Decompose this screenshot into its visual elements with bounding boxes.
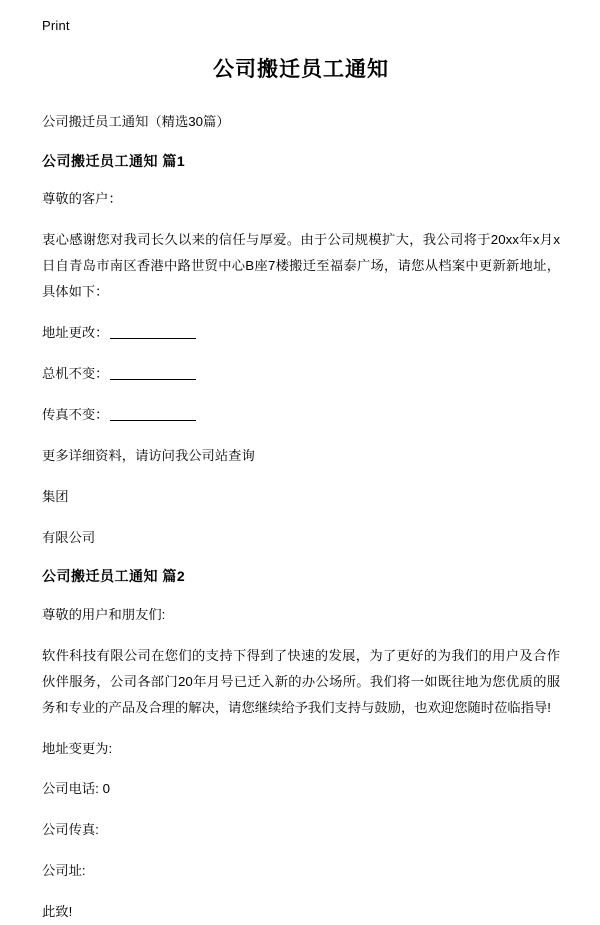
section2-paragraph-1: 尊敬的用户和朋友们: xyxy=(42,606,166,622)
section1-paragraph-1: 尊敬的客户： xyxy=(42,191,122,207)
section1-field-switchboard-label: 总机不变： xyxy=(42,365,109,381)
section1-field-fax xyxy=(42,402,560,428)
section2-paragraph-2: 软件科技有限公司在您们的支持下得到了快速的发展，为了更好的为我们的用户及合作伙伴服务，公司各部门20年月号已迁入新的办公场所。我们将一如既往地为您优质的服务和专业的产品及合理的解决，请您继续给予我们支持与鼓励，也欢迎您随时莅临指导! xyxy=(42,647,560,715)
print-label[interactable]: Print xyxy=(42,18,70,33)
section2-field-address: 公司址: xyxy=(42,863,86,879)
section2-field-phone: 公司电话: 0 xyxy=(42,781,110,797)
section1-paragraph-8: 有限公司 xyxy=(42,529,96,545)
section-heading-1: 公司搬迁员工通知 篇1 xyxy=(42,152,186,169)
section2-field-fax: 公司传真: xyxy=(42,822,99,838)
section1-field-switchboard xyxy=(42,361,560,387)
page-title: 公司搬迁员工通知 xyxy=(213,57,389,81)
document-subtitle: 公司搬迁员工通知（精选30篇） xyxy=(42,113,230,129)
section1-paragraph-7: 集团 xyxy=(42,488,69,504)
section1-paragraph-2: 衷心感谢您对我司长久以来的信任与厚爱。由于公司规模扩大，我公司将于20xx年x月x日自青岛市南区香港中路世贸中心B座7楼搬迁至福泰广场，请您从档案中更新新地址，具体如下： xyxy=(42,232,560,299)
section1-field-fax-label: 传真不变： xyxy=(42,406,109,422)
fax-blank-line xyxy=(110,420,196,421)
section1-paragraph-6: 更多详细资料，请访问我公司站查询 xyxy=(42,447,255,463)
section2-closing: 此致! xyxy=(42,904,73,920)
address-blank-line xyxy=(110,338,196,339)
section1-field-address-label: 地址更改： xyxy=(42,324,109,340)
section-heading-2: 公司搬迁员工通知 篇2 xyxy=(42,568,186,585)
section2-paragraph-3: 地址变更为: xyxy=(42,740,113,756)
section1-field-address xyxy=(42,320,560,346)
switchboard-blank-line xyxy=(110,379,196,380)
